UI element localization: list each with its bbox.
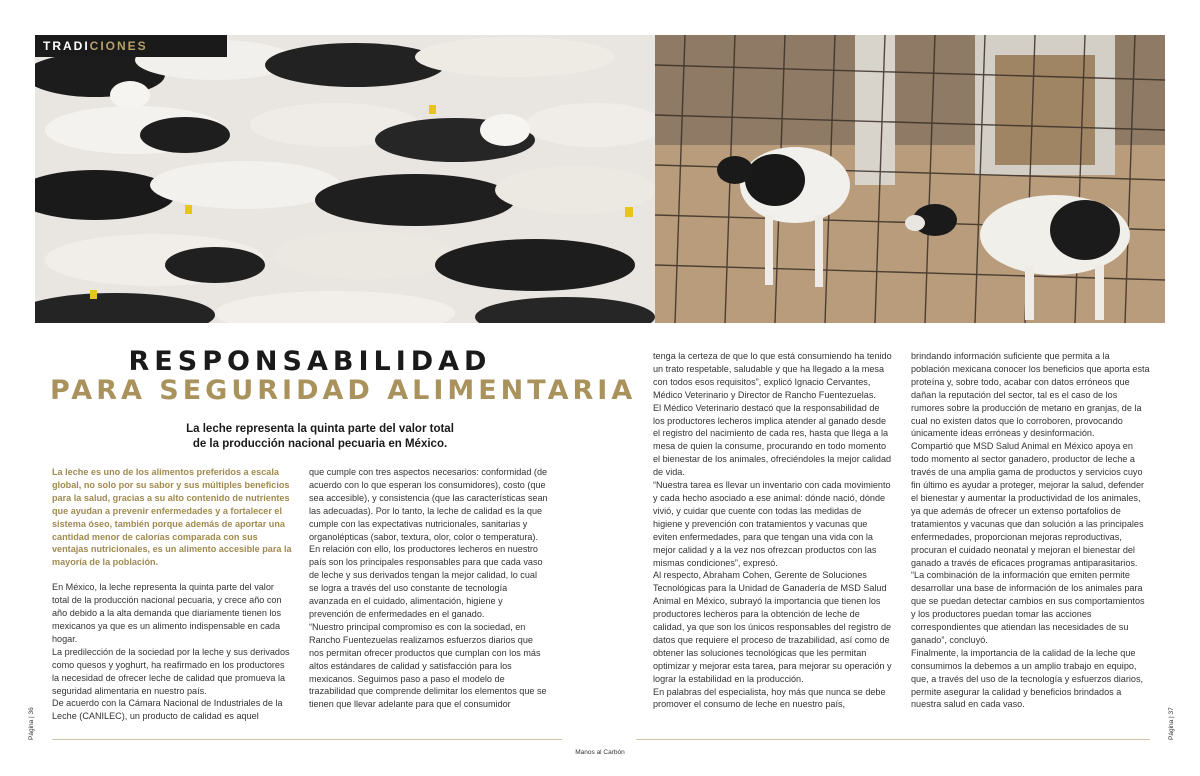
page-number-right: Página | 37 — [1168, 707, 1175, 740]
paragraph: De acuerdo con la Cámara Nacional de Industriales de la Leche (CANILEC), un producto de calidad es aquel — [52, 698, 283, 722]
column-3 — [653, 350, 893, 711]
paragraph: Compartió que MSD Salud Animal en México apoya en todo momento al sector ganadero, productor de leche a través de una amplia gama de productos y servicios cuyo fin último es ayudar a proteger, mejorar la salud, defender el bienestar y aumentar la productividad de los animales, ya que además de ofrecer un extenso portafolios de tratamientos y vacunas que dan solución a las principales enfermedades, proporcionan mejoras reproductivas, procuran el cuidado neonatal y mejoran el bienestar del ganado a través de eficaces programas antiparasitarios. — [911, 441, 1145, 568]
footer-rule-left — [52, 739, 562, 740]
title-line1: RESPONSABILIDAD — [128, 346, 492, 377]
paragraph: La predilección de la sociedad por la leche y sus derivados como quesos y yoghurt, ha reafirmado en los productores la necesidad de ofrecer leche de calidad que promueva la seguridad alimentaria en nuestro país. — [52, 646, 290, 696]
paragraph: Finalmente, la importancia de la calidad de la leche que consumimos la debemos a un amplio trabajo en equipo, que, a través del uso de la tecnología y esfuerzos diarios, permite asegurar la calidad y beneficios brindados a nuestra salud en cada vaso. — [911, 647, 1144, 710]
paragraph: “Nuestra tarea es llevar un inventario con cada movimiento y cada hecho asociado a ese animal: dónde nació, dónde vivió, y cuidar que cuente con todas las medidas de higiene y prevención con tratamientos y vacunas que eviten enfermedades, para que tengan una vida con la mejor calidad y a la vez nos ofrezcan productos con las mismas condiciones”, expresó. — [653, 480, 891, 568]
footer-publication: Manos al Carbón — [575, 749, 625, 756]
footer-rule-right — [636, 739, 1150, 740]
column-4 — [911, 350, 1151, 711]
section-tag-part1: TRADI — [43, 39, 90, 53]
paragraph: brindando información suficiente que permita a la población mexicana conocer los beneficios que aporta esta proteína y, sobre todo, acabar con datos erróneos que dañan la reputación del sector, tal es el caso de los rumores sobre la producción de metano en granjas, de la cual no existen datos que lo corroboren, provocando únicamente ideas erróneas y desinformación. — [911, 351, 1150, 439]
paragraph: El Médico Veterinario destacó que la responsabilidad de los productores lecheros implica atender al ganado desde el registro del nacimiento de cada res, hasta que llega a la mesa de quien la consume, procurando en todo momento el bienestar de los animales, ofreciéndoles la mejor calidad de vida. — [653, 402, 892, 478]
column-1 — [52, 466, 292, 723]
column-2 — [309, 466, 549, 711]
paragraph: “Nuestro principal compromiso es con la sociedad, en Rancho Fuentezuelas realizamos esfuerzos diarios que nos permitan ofrecer productos que cumplan con los más altos estándares de calidad y satisfacción para los mexicanos. Seguimos paso a paso el modelo de trazabilidad que comprende delimitar los elementos que se tienen que llevar adelante para que el consumidor — [309, 621, 547, 710]
cows-illustration — [35, 35, 1165, 323]
section-tag-part2: CIONES — [89, 39, 148, 53]
paragraph: En relación con ello, los productores lecheros en nuestro país son los principales responsables para que cada vaso de leche y sus derivados tengan la mejor calidad, lo cual se logra a través del uso constante de tecnología avanzada en el cuidado, alimentación, higiene y prevención de enfermedades en el ganado. — [309, 544, 543, 619]
page-number-left: Página | 36 — [28, 707, 35, 740]
lead-paragraph: La leche es uno de los alimentos preferidos a escala global, no solo por su sabor y sus múltiples beneficios para la salud, gracias a su alto contenido de nutrientes que ayudan a prevenir enfermedades y a fortalecer el sistema óseo, también porque además de aportar una cantidad menor de calorías comparada con sus ventajas nutricionales, es un alimento accesible para la mayoría de la población. — [52, 467, 292, 568]
title-line2: PARA SEGURIDAD ALIMENTARIA — [50, 375, 637, 406]
hero-photo — [35, 35, 1165, 323]
subtitle-line2: de la producción nacional pecuaria en México. — [192, 438, 448, 450]
paragraph: que cumple con tres aspectos necesarios: conformidad (de acuerdo con lo que esperan los consumidores), costo (que sea accesible), y consistencia (que las características sean las adecuadas). Por lo tanto, la leche de calidad es la que cumple con las expectativas nutricionales, sanitarias y organolépticas (sabor, textura, olor, color o temperatura). — [309, 467, 548, 542]
paragraph: En palabras del especialista, hoy más que nunca se debe promover el consumo de leche en nuestro país, — [653, 686, 886, 710]
paragraph: En México, la leche representa la quinta parte del valor total de la producción nacional pecuaria, y crece año con año debido a la alta demanda que diariamente tienen los mexicanos ya que es un alimento indispensable en cada hogar. — [52, 582, 282, 644]
subtitle-line1: La leche representa la quinta parte del valor total — [186, 423, 454, 435]
subtitle — [120, 422, 520, 452]
paragraph: “La combinación de la información que emiten permite desarrollar una base de información de los animales para que se puedan detectar cambios en sus comportamientos y los productores puedan tomar las acciones correspondientes que atiendan las necesidades de su ganado”, concluyó. — [911, 570, 1145, 645]
section-tag — [35, 35, 227, 57]
paragraph: tenga la certeza de que lo que está consumiendo ha tenido un trato respetable, saludable y que ha llegado a la mesa con todos esos requisitos”, explicó Ignacio Cervantes, Médico Veterinario y Director de Rancho Fuentezuelas. — [653, 351, 892, 400]
paragraph: Al respecto, Abraham Cohen, Gerente de Soluciones Tecnológicas para la Unidad de Ganadería de MSD Salud Animal en México, subrayó la importancia que tienen los productores lecheros para la obtención de leche de calidad, ya que son los únicos responsables del registro de datos que requiere el proceso de trazabilidad, así como de obtener las soluciones tecnológicas que les permitan optimizar y mejorar esta tarea, para mejorar su operación y lograr la estabilidad en la producción. — [653, 570, 892, 684]
